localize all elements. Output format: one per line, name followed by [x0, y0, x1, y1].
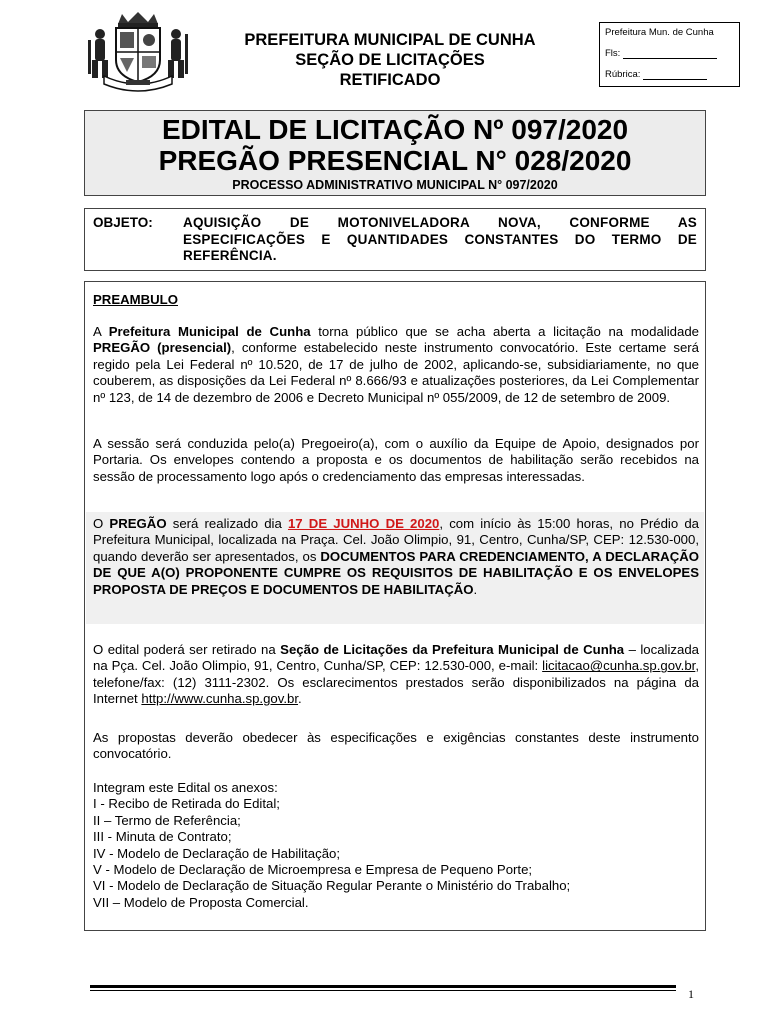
p1-bold-prefeitura: Prefeitura Municipal de Cunha: [108, 324, 311, 339]
annex-intro: Integram este Edital os anexos:: [93, 780, 278, 795]
edital-title: EDITAL DE LICITAÇÃO Nº 097/2020: [161, 114, 629, 145]
objeto-label: OBJETO:: [93, 215, 153, 230]
municipal-coat-of-arms-icon: [86, 10, 190, 92]
stamp-rubrica-row: [605, 69, 735, 80]
stamp-title: Prefeitura Mun. de Cunha: [605, 27, 714, 38]
p4-text-d: , telefone/fax: (12) 3111-2302. Os esclarecimentos prestados serão disponibilizados na página da Internet: [93, 658, 699, 707]
objeto-box: [84, 208, 706, 271]
paragraph-edital-retrieval: [93, 642, 699, 708]
session-date: 17 DE JUNHO DE 2020: [287, 516, 440, 531]
list-item: VII – Modelo de Proposta Comercial.: [93, 894, 309, 910]
p3-text-a: O: [93, 516, 110, 531]
p3-bold-documents: DOCUMENTOS PARA CREDENCIAMENTO, A DECLARAÇÃO DE QUE A(O) PROPONENTE CUMPRE OS REQUISITOS DE HABILITAÇÃO E OS ENVELOPES PROPOSTA DE PREÇOS E DOCUMENTOS DE HABILITAÇÃO: [93, 548, 699, 597]
p3-bold-pregao: PREGÃO: [109, 516, 167, 531]
pregao-title: PREGÃO PRESENCIAL N° 028/2020: [158, 145, 632, 176]
email-link[interactable]: licitacao@cunha.sp.gov.br: [542, 658, 696, 674]
stamp-rubrica-label: Rúbrica:: [605, 69, 641, 80]
list-item: III - Minuta de Contrato;: [93, 829, 232, 845]
stamp-fls-row: [605, 48, 735, 59]
p1-text-d: , conforme estabelecido neste instrumento convocatório. Este certame será regido pela Lei Federal nº 10.520, de 17 de julho de 2002, aplicando-se, subsidiariamente, no que couberem, as disposições da Lei Federal nº 8.666/93 e atualizações posteriores, da Lei Complementar nº 123, de 14 de dezembro de 2006 e Decreto Municipal nº 055/2009, de 12 de setembro de 2009.: [93, 340, 699, 405]
header-section: SEÇÃO DE LICITAÇÕES: [295, 51, 485, 69]
list-item: I - Recibo de Retirada do Edital;: [93, 796, 280, 812]
list-item: IV - Modelo de Declaração de Habilitação;: [93, 845, 341, 861]
p3-text-d: , com início às 15:00 horas, no Prédio da Prefeitura Municipal, localizada na Praça. Cel. João Olimpio, 91, Centro, Cunha/SP, CEP: 12.530-000, quando deverão ser apresentados, os: [93, 516, 700, 564]
list-item: II – Termo de Referência;: [93, 812, 241, 828]
p1-bold-pregao: PREGÃO (presencial): [93, 340, 232, 356]
paragraph-proposals: As propostas deverão obedecer às especificações e exigências constantes deste instrumento convocatório.: [93, 730, 699, 762]
processo-subtitle: PROCESSO ADMINISTRATIVO MUNICIPAL N° 097/2020: [232, 178, 558, 192]
title-box: [84, 110, 706, 196]
main-body-box: [84, 281, 706, 931]
p1-text-c: torna público que se acha aberta a licitação na modalidade: [310, 324, 699, 339]
list-item: VI - Modelo de Declaração de Situação Regular Perante o Ministério do Trabalho;: [93, 878, 571, 894]
stamp-fls-line: [623, 58, 717, 59]
p3-text-e: .: [473, 581, 478, 597]
header-municipality: PREFEITURA MUNICIPAL DE CUNHA: [244, 31, 536, 49]
document-header: [200, 30, 580, 90]
p3-text-c: será realizado dia: [166, 516, 288, 531]
annex-list: [93, 780, 699, 911]
protocol-stamp-box: [599, 22, 740, 87]
p4-text-a: O edital poderá ser retirado na: [93, 642, 281, 657]
objeto-text: AQUISIÇÃO DE MOTONIVELADORA NOVA, CONFORME AS ESPECIFICAÇÕES E QUANTIDADES CONSTANTES DO TERMO DE REFERÊNCIA.: [183, 215, 697, 263]
stamp-fls-label: Fls:: [605, 48, 621, 59]
list-item: V - Modelo de Declaração de Microempresa e Empresa de Pequeno Porte;: [93, 862, 533, 878]
p1-text-a: A: [93, 324, 109, 339]
stamp-rubrica-line: [643, 79, 707, 80]
footer-rule: [90, 985, 676, 988]
preambulo-heading: PREAMBULO: [93, 292, 178, 307]
paragraph-preamble: [93, 324, 699, 406]
website-link[interactable]: http://www.cunha.sp.gov.br: [141, 691, 299, 707]
header-status: RETIFICADO: [339, 71, 441, 89]
paragraph-pregao-date: [93, 516, 699, 598]
p4-text-c: – localizada na Pça. Cel. João Olimpio, 91, Centro, Cunha/SP, CEP: 12.530-000, e-mail:: [93, 642, 700, 674]
p4-text-e: .: [298, 691, 302, 707]
paragraph-session: A sessão será conduzida pelo(a) Pregoeiro(a), com o auxílio da Equipe de Apoio, designados por Portaria. Os envelopes contendo a proposta e os documentos de habilitação serão recebidos na sessão de processamento logo após o credenciamento das empresas interessadas.: [93, 436, 699, 484]
p4-bold-secao: Seção de Licitações da Prefeitura Municipal de Cunha: [280, 642, 625, 657]
footer-rule-thin: [90, 990, 676, 991]
page-number: 1: [688, 987, 694, 1001]
